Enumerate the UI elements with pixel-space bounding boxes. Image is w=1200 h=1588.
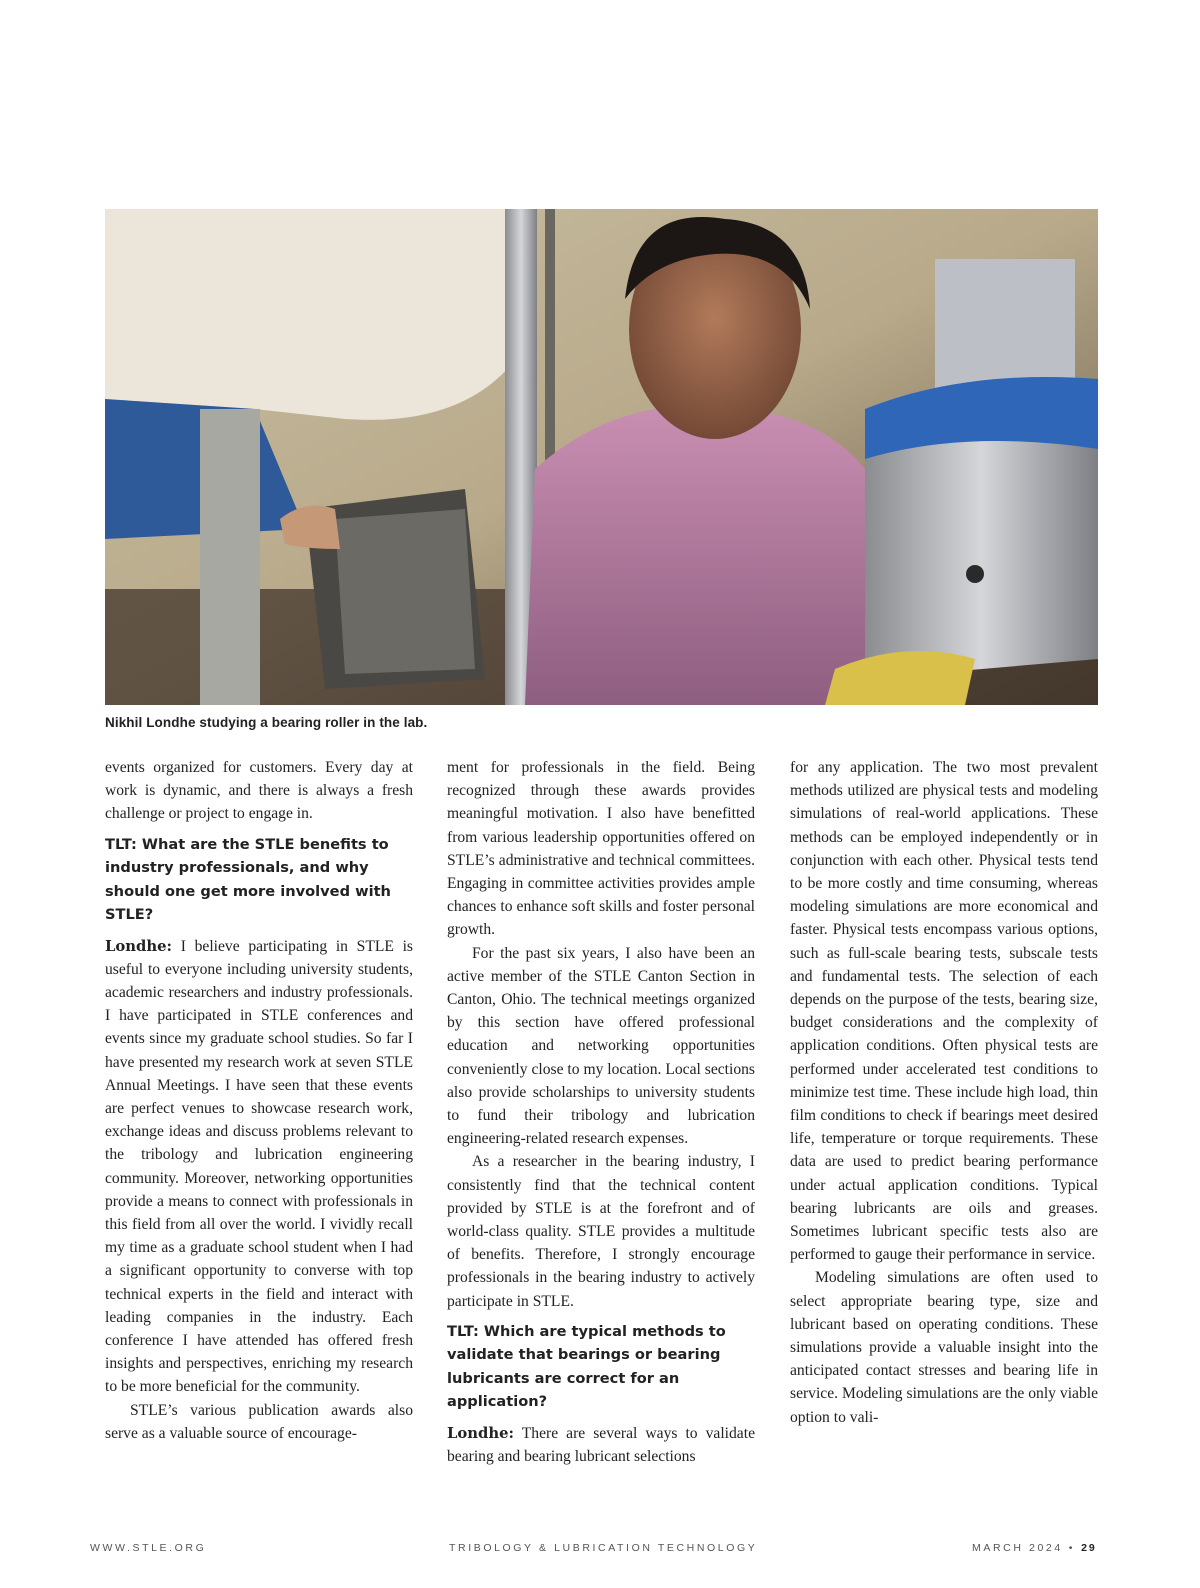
column-3 (790, 756, 1098, 1429)
paragraph: STLE’s various publication awards also serve as a valuable source of encourage- (105, 1401, 413, 1442)
answer-label: Londhe: (447, 1424, 515, 1442)
paragraph: For the past six years, I also have been an active member of the STLE Canton Section in Canton, Ohio. The technical meetings organized by this section have offered professional education and networking opportunities conveniently close to my location. Local sections also provide scholarships to university students to fund their tribology and lubrication engineering-related research expenses. (447, 944, 755, 1148)
question-label: TLT: (105, 835, 137, 853)
answer-paragraph (105, 935, 413, 1399)
question-text: What are the STLE benefits to industry professionals, and why should one get more involved with STLE? (105, 835, 391, 924)
paragraph: Modeling simulations are often used to select appropriate bearing type, size and lubricant based on operating conditions. These simulations provide a valuable insight into the anticipated contact stresses and bearing life in service. Modeling simulations are the only viable option to vali- (790, 1269, 1098, 1426)
footer-date: MARCH 2024 (972, 1542, 1063, 1554)
question-heading (105, 833, 413, 927)
question-label: TLT: (447, 1322, 479, 1340)
paragraph: ment for professionals in the field. Being recognized through these awards provides meaningful motivation. I also have benefitted from various leadership opportunities offered on STLE’s administrative and technical committees. Engaging in committee activities provides ample chances to enhance soft skills and foster personal growth. (447, 759, 755, 939)
footer-date-page (972, 1542, 1097, 1554)
paragraph: As a researcher in the bearing industry, I consistently find that the technical content provided by STLE is at the forefront and of world-class quality. STLE provides a multitude of benefits. Therefore, I strongly encourage professionals in the bearing industry to actively participate in STLE. (447, 1153, 755, 1310)
paragraph: for any application. The two most prevalent methods utilized are physical tests and modeling simulations of real-world applications. These methods can be employed independently or in conjunction with each other. Physical tests tend to be more costly and time consuming, whereas modeling simulations are more economical and faster. Physical tests encompass various options, such as full-scale bearing tests, subscale tests and fundamental tests. The selection of each depends on the purpose of the tests, bearing size, budget considerations and the complexity of application conditions. Often physical tests are performed under accelerated test conditions to minimize test time. These include high load, thin film conditions to check if bearings meet desired life, temperature or torque requirements. These data are used to predict bearing performance under actual application conditions. Typical bearing lubricants are oils and greases. Sometimes lubricant specific tests also are performed to gauge their performance in service. (790, 759, 1098, 1264)
answer-text: There are several ways to validate bearing and bearing lubricant selections (447, 1424, 755, 1466)
lab-photo (105, 209, 1098, 705)
question-text: Which are typical methods to validate that bearings or bearing lubricants are correct for an application? (447, 1322, 726, 1411)
column-2 (447, 756, 755, 1468)
answer-label: Londhe: (105, 937, 173, 955)
page-number: 29 (1081, 1542, 1097, 1554)
photo-caption: Nikhil Londhe studying a bearing roller in the lab. (105, 715, 428, 730)
column-1 (105, 756, 413, 1445)
question-heading (447, 1320, 755, 1414)
footer-publication: TRIBOLOGY & LUBRICATION TECHNOLOGY (449, 1542, 758, 1554)
footer-separator: • (1068, 1542, 1076, 1554)
answer-paragraph (447, 1422, 755, 1468)
footer-website: WWW.STLE.ORG (90, 1542, 207, 1554)
photo-illustration (105, 209, 1098, 705)
answer-text: I believe participating in STLE is useful to everyone including university students, academic researchers and industry professionals. I have participated in STLE conferences and events since my graduate school studies. So far I have presented my research work at seven STLE Annual Meetings. I have seen that these events are perfect venues to showcase research work, exchange ideas and discuss problems relevant to the tribology and lubrication engineering community. Moreover, networking opportunities provide a means to connect with professionals in this field from all over the world. I vividly recall my time as a graduate school student when I had a significant opportunity to converse with top technical experts in the field and interact with leading companies in the industry. Each conference I have attended has offered fresh insights and perspectives, enriching my research to be more beneficial for the community. (105, 937, 413, 1396)
paragraph: events organized for customers. Every day at work is dynamic, and there is always a fresh challenge or project to engage in. (105, 759, 413, 823)
